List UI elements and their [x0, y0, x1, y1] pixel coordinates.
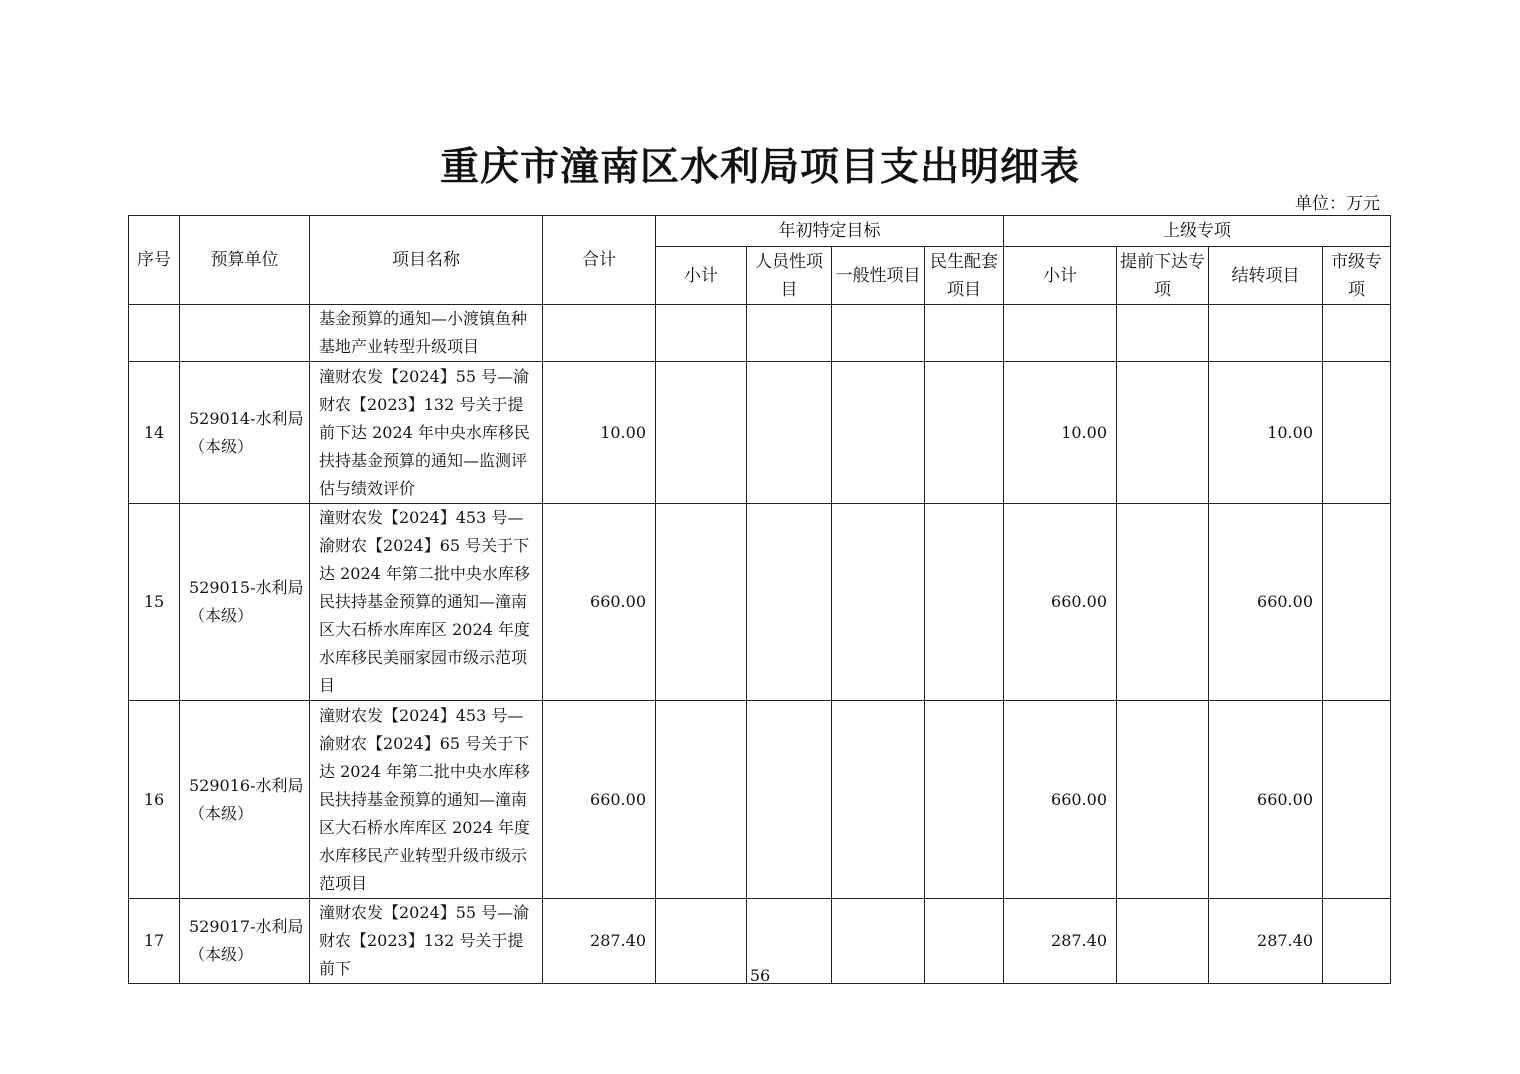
row-upper-carryover: 660.00 [1209, 701, 1323, 899]
row-upper-city [1323, 504, 1391, 701]
row-budget-unit [180, 305, 310, 362]
row-early-personnel [747, 305, 832, 362]
header-budget-unit: 预算单位 [180, 216, 310, 305]
row-early-general [832, 305, 925, 362]
row-early-personnel [747, 362, 832, 504]
header-early-subtotal: 小计 [656, 247, 747, 305]
row-project-name: 基金预算的通知—小渡镇鱼种基地产业转型升级项目 [310, 305, 543, 362]
row-budget-unit: 529014-水利局（本级） [180, 362, 310, 504]
header-total: 合计 [543, 216, 656, 305]
row-early-general [832, 701, 925, 899]
row-upper-city [1323, 305, 1391, 362]
row-idx: 17 [129, 899, 180, 984]
table-row [129, 305, 1391, 362]
row-total: 660.00 [543, 504, 656, 701]
row-early-subtotal [656, 504, 747, 701]
row-project-name: 潼财农发【2024】453 号—渝财农【2024】65 号关于下达 2024 年第二批中央水库移民扶持基金预算的通知—潼南区大石桥水库库区 2024 年度水库移民美丽家园市级示范项目 [310, 504, 543, 701]
row-early-subtotal [656, 305, 747, 362]
row-upper-subtotal: 660.00 [1004, 504, 1117, 701]
row-upper-carryover [1209, 305, 1323, 362]
header-early-livelihood: 民生配套项目 [925, 247, 1004, 305]
row-early-general [832, 362, 925, 504]
row-upper-subtotal: 287.40 [1004, 899, 1117, 984]
row-upper-city [1323, 362, 1391, 504]
page-title: 重庆市潼南区水利局项目支出明细表 [439, 144, 1080, 190]
row-project-name: 潼财农发【2024】453 号—渝财农【2024】65 号关于下达 2024 年第二批中央水库移民扶持基金预算的通知—潼南区大石桥水库库区 2024 年度水库移民产业转型升级市级示范项目 [310, 701, 543, 899]
row-idx: 15 [129, 504, 180, 701]
row-budget-unit: 529016-水利局（本级） [180, 701, 310, 899]
row-early-livelihood [925, 362, 1004, 504]
row-early-livelihood [925, 701, 1004, 899]
row-early-livelihood [925, 305, 1004, 362]
header-upper-advance: 提前下达专项 [1117, 247, 1209, 305]
row-idx: 16 [129, 701, 180, 899]
table-row [129, 701, 1391, 899]
header-upper-subtotal: 小计 [1004, 247, 1117, 305]
row-upper-subtotal [1004, 305, 1117, 362]
row-upper-city [1323, 701, 1391, 899]
header-group-early: 年初特定目标 [656, 216, 1004, 247]
expenditure-detail-table [128, 215, 1391, 984]
row-upper-carryover: 10.00 [1209, 362, 1323, 504]
row-idx: 14 [129, 362, 180, 504]
row-early-subtotal [656, 701, 747, 899]
row-upper-subtotal: 10.00 [1004, 362, 1117, 504]
row-budget-unit: 529015-水利局（本级） [180, 504, 310, 701]
row-early-personnel [747, 504, 832, 701]
header-group-upper: 上级专项 [1004, 216, 1391, 247]
header-upper-city: 市级专项 [1323, 247, 1391, 305]
header-project-name: 项目名称 [310, 216, 543, 305]
header-early-personnel: 人员性项目 [747, 247, 832, 305]
row-early-livelihood [925, 504, 1004, 701]
row-total [543, 305, 656, 362]
row-upper-carryover: 287.40 [1209, 899, 1323, 984]
row-upper-subtotal: 660.00 [1004, 701, 1117, 899]
row-early-general [832, 504, 925, 701]
header-idx: 序号 [129, 216, 180, 305]
row-upper-advance [1117, 362, 1209, 504]
row-idx [129, 305, 180, 362]
row-total: 660.00 [543, 701, 656, 899]
row-budget-unit: 529017-水利局（本级） [180, 899, 310, 984]
header-early-general: 一般性项目 [832, 247, 925, 305]
table-row [129, 504, 1391, 701]
row-upper-carryover: 660.00 [1209, 504, 1323, 701]
table-row [129, 362, 1391, 504]
unit-label: 单位：万元 [1295, 194, 1380, 214]
page-number: 56 [749, 966, 771, 985]
row-upper-advance [1117, 504, 1209, 701]
row-early-personnel [747, 701, 832, 899]
row-project-name: 潼财农发【2024】55 号—渝财农【2023】132 号关于提前下 [310, 899, 543, 984]
row-upper-advance [1117, 305, 1209, 362]
row-upper-advance [1117, 701, 1209, 899]
row-total: 10.00 [543, 362, 656, 504]
header-upper-carryover: 结转项目 [1209, 247, 1323, 305]
row-early-subtotal [656, 362, 747, 504]
row-project-name: 潼财农发【2024】55 号—渝财农【2023】132 号关于提前下达 2024 年中央水库移民扶持基金预算的通知—监测评估与绩效评价 [310, 362, 543, 504]
row-total: 287.40 [543, 899, 656, 984]
